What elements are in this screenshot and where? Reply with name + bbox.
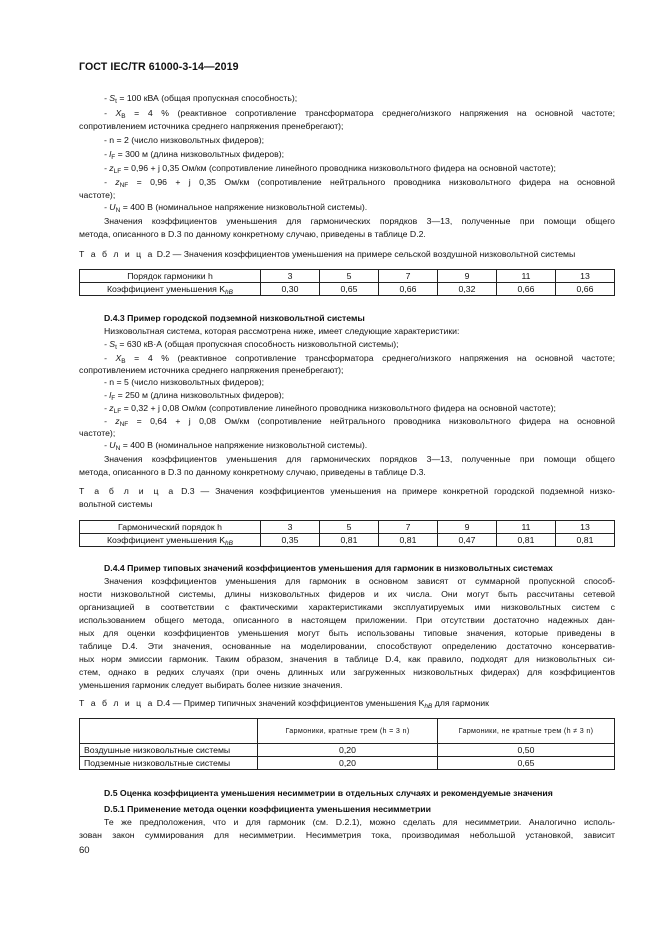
param-zlf: - $z_{LF} = 0,32 + j$ 0,08 Ом/км (сопротивление линейного проводника низковольтного фидера на основной частоте); — [104, 403, 556, 415]
table-row — [80, 534, 615, 547]
table-cell: 9 — [438, 270, 497, 283]
table-cell: 7 — [379, 270, 438, 283]
table-header-cell: Гармоники, не кратные трем (h ≠ 3 n) — [438, 719, 615, 744]
table-cell: 0,66 — [556, 283, 615, 296]
paragraph-line: ных для оценки коэффициентов уменьшения могут быть использованы типовые значения, которые приведены в — [79, 628, 615, 638]
param-zlf: - $z_{LF} = 0,96 + j$ 0,35 Ом/км (сопротивление линейного проводника низковольтного фидера на основной частоте); — [104, 163, 556, 175]
table-cell: 0,81 — [320, 534, 379, 547]
subsection-title: D.5.1 Применение метода оценки коэффициента уменьшения несимметрии — [104, 804, 431, 814]
table-cell: 0,81 — [497, 534, 556, 547]
param-un: - $U_N = 400$ В (номинальное напряжение низковольтной системы). — [104, 202, 368, 214]
param-znf: - $z_{NF} = 0,64 + j$ 0,08 Ом/км (сопротивление нейтрального проводника низковольтного фидера на основной — [104, 416, 615, 428]
param-n: - n = 2 (число низковольтных фидеров); — [104, 135, 265, 145]
table-cell: 0,81 — [379, 534, 438, 547]
table-caption: Т а б л и ц а D.2 — Значения коэффициентов уменьшения на примере сельской воздушной низковольтной системы — [79, 249, 576, 259]
table-cell: Подземные низковольтные системы — [80, 757, 258, 770]
paragraph-line: Те же предположения, что и для гармоник (см. D.2.1), можно сделать для несимметрии. Аналогично исполь- — [104, 817, 615, 827]
paragraph-line: таблице D.4. Эти значения, основанные на моделировании, способствуют определению достаточно консерватив- — [79, 641, 615, 651]
paragraph: Значения коэффициентов уменьшения для гармонических порядков 3—13, полученные при помощи общего — [104, 216, 615, 226]
paragraph: Значения коэффициентов уменьшения для гармонических порядков 3—13, полученные при помощи общего — [104, 454, 615, 464]
table-cell: 3 — [261, 270, 320, 283]
table-cell: 3 — [261, 521, 320, 534]
table-header-cell: Гармоники, кратные трем (h = 3 n) — [258, 719, 438, 744]
param-xb: - $X_B = 4$ % (реактивное сопротивление трансформатора среднего/низкого напряжения на основной частоте; — [104, 353, 615, 365]
table-cell: 0,81 — [556, 534, 615, 547]
section-title: D.4.3 Пример городской подземной низковольтной системы — [104, 313, 365, 323]
param-znf: - $z_{NF} = 0,96 + j$ 0,35 Ом/км (сопротивление нейтрального проводника низковольтного фидера на основной — [104, 177, 615, 189]
paragraph: метода, описанного в D.3 по данному конкретному случаю, приведены в таблице D.3. — [79, 467, 426, 477]
param-xb-cont: сопротивлением источника среднего напряжения пренебрегают); — [79, 121, 344, 131]
table-cell: Гармонический порядок h — [80, 521, 261, 534]
table-cell: 7 — [379, 521, 438, 534]
section-title: D.4.4 Пример типовых значений коэффициентов уменьшения для гармоник в низковольтных системах — [104, 563, 553, 573]
table-cell: 0,32 — [438, 283, 497, 296]
paragraph-line: Значения коэффициентов уменьшения для гармоник в основном зависят от суммарной пропускной способ- — [104, 576, 615, 586]
paragraph-line: стем, однако в редких случаях (при очень длинных или загруженных низковольтных фидерах) для коэффициентов — [79, 667, 615, 677]
param-znf-cont: частоте); — [79, 428, 116, 438]
param-n: - n = 5 (число низковольтных фидеров); — [104, 377, 265, 387]
table-cell: 0,35 — [261, 534, 320, 547]
table-cell: Воздушные низковольтные системы — [80, 744, 258, 757]
param-un: - $U_N = 400$ В (номинальное напряжение низковольтной системы). — [104, 440, 368, 452]
table-cell: Коэффициент уменьшения $K_{hB}$ — [80, 534, 261, 547]
table-cell: Коэффициент уменьшения $K_{hB}$ — [80, 283, 261, 296]
param-st: - $S_t = 630$ кВ·А (общая пропускная способность низковольтной системы); — [104, 339, 399, 351]
param-xb-cont: сопротивлением источника среднего напряжения пренебрегают); — [79, 365, 344, 375]
table-caption: Т а б л и ц а D.3 — Значения коэффициентов уменьшения на примере конкретной городской подземной низко- — [79, 486, 615, 496]
paragraph-line: организацией в соответствии с фактическими характеристиками эксплуатируемых ими низковольтных систем с — [79, 602, 615, 612]
table-cell: 0,20 — [258, 757, 438, 770]
param-lf: - $l_F = 300$ м (длина низковольтных фидеров); — [104, 149, 285, 161]
table-cell: 11 — [497, 521, 556, 534]
param-lf: - $l_F = 250$ м (длина низковольтных фидеров); — [104, 390, 285, 402]
table-cell: 5 — [320, 521, 379, 534]
table-d2 — [79, 269, 615, 296]
table-cell: 0,65 — [438, 757, 615, 770]
table-row — [80, 744, 615, 757]
paragraph-line: зован закон суммирования для несимметрии. Несимметрия тока, производимая небольшой установкой, зависит — [79, 830, 615, 840]
paragraph-line: уменьшения гармоник следует выбирать более низкие значения. — [79, 680, 343, 690]
table-cell: 0,50 — [438, 744, 615, 757]
table-cell — [80, 719, 258, 744]
table-row — [80, 757, 615, 770]
table-cell: Порядок гармоники h — [80, 270, 261, 283]
paragraph-line: использованием общего метода, описанного в настоящем приложении. При отсутствии достаточно надежных дан- — [79, 615, 615, 625]
table-cell: 0,66 — [379, 283, 438, 296]
table-caption-cont: вольтной системы — [79, 499, 153, 509]
table-cell: 5 — [320, 270, 379, 283]
document-header: ГОСТ IEC/TR 61000-3-14—2019 — [79, 61, 239, 73]
table-d3 — [79, 520, 615, 547]
table-cell: 9 — [438, 521, 497, 534]
table-cell: 0,65 — [320, 283, 379, 296]
table-cell: 0,66 — [497, 283, 556, 296]
table-cell: 0,20 — [258, 744, 438, 757]
param-st: - $S_t = 100$ кВА (общая пропускная способность); — [104, 93, 298, 105]
page-number: 60 — [79, 845, 90, 856]
table-cell: 0,47 — [438, 534, 497, 547]
paragraph-line: ных норм эмиссии гармоник. Таким образом, значения в таблице D.4, как правило, подходят для низковольтных си- — [79, 654, 615, 664]
param-xb: - $X_B = 4$ % (реактивное сопротивление трансформатора среднего/низкого напряжения на основной частоте; — [104, 108, 615, 120]
table-cell: 13 — [556, 270, 615, 283]
table-row — [80, 283, 615, 296]
table-caption: Т а б л и ц а D.4 — Пример типичных значений коэффициентов уменьшения $K_{hB}$ для гармоник — [79, 698, 489, 710]
table-row — [80, 521, 615, 534]
paragraph: Низковольтная система, которая рассмотрена ниже, имеет следующие характеристики: — [104, 326, 460, 336]
paragraph: метода, описанного в D.3 по данному конкретному случаю, приведены в таблице D.2. — [79, 229, 426, 239]
table-row — [80, 270, 615, 283]
table-cell: 0,30 — [261, 283, 320, 296]
param-znf-cont: частоте); — [79, 190, 116, 200]
section-title: D.5 Оценка коэффициента уменьшения несимметрии в отдельных случаях и рекомендуемые значения — [104, 788, 553, 798]
table-d4 — [79, 718, 615, 770]
table-row — [80, 719, 615, 744]
table-cell: 13 — [556, 521, 615, 534]
paragraph-line: ности низковольтной системы, длины низковольтных фидеров и их числа. Они могут быть рассчитаны сетевой — [79, 589, 615, 599]
table-cell: 11 — [497, 270, 556, 283]
